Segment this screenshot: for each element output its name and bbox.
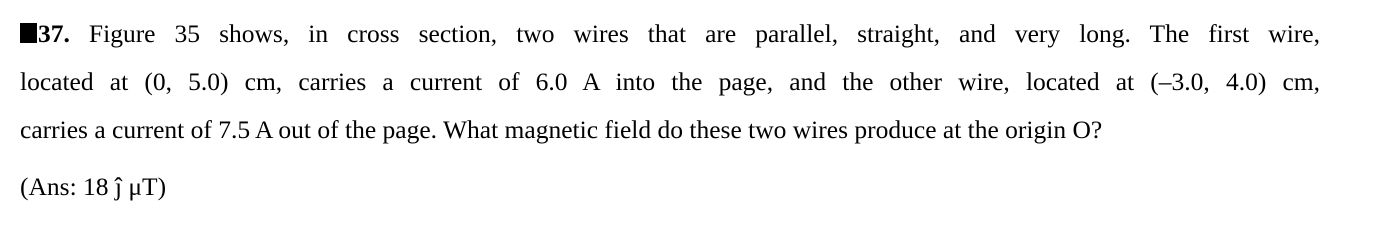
problem-line-3: carries a current of 7.5 A out of the page. What magnetic field do these two wires produce at the origin O?: [20, 115, 1103, 144]
answer-text: (Ans: 18 ĵ μT): [20, 172, 167, 201]
problem-line-2: located at (0, 5.0) cm, carries a current of 6.0 A into the page, and the other wire, located at (–3.0, 4.0) cm,: [20, 67, 1320, 96]
problem-text: [20, 10, 1320, 154]
problem-number: 37.: [38, 19, 70, 48]
square-bullet-icon: [20, 23, 37, 43]
problem-line-1-text: Figure 35 shows, in cross section, two wires that are parallel, straight, and very long. The first wire,: [88, 19, 1320, 48]
problem-line-1: [20, 10, 1320, 58]
